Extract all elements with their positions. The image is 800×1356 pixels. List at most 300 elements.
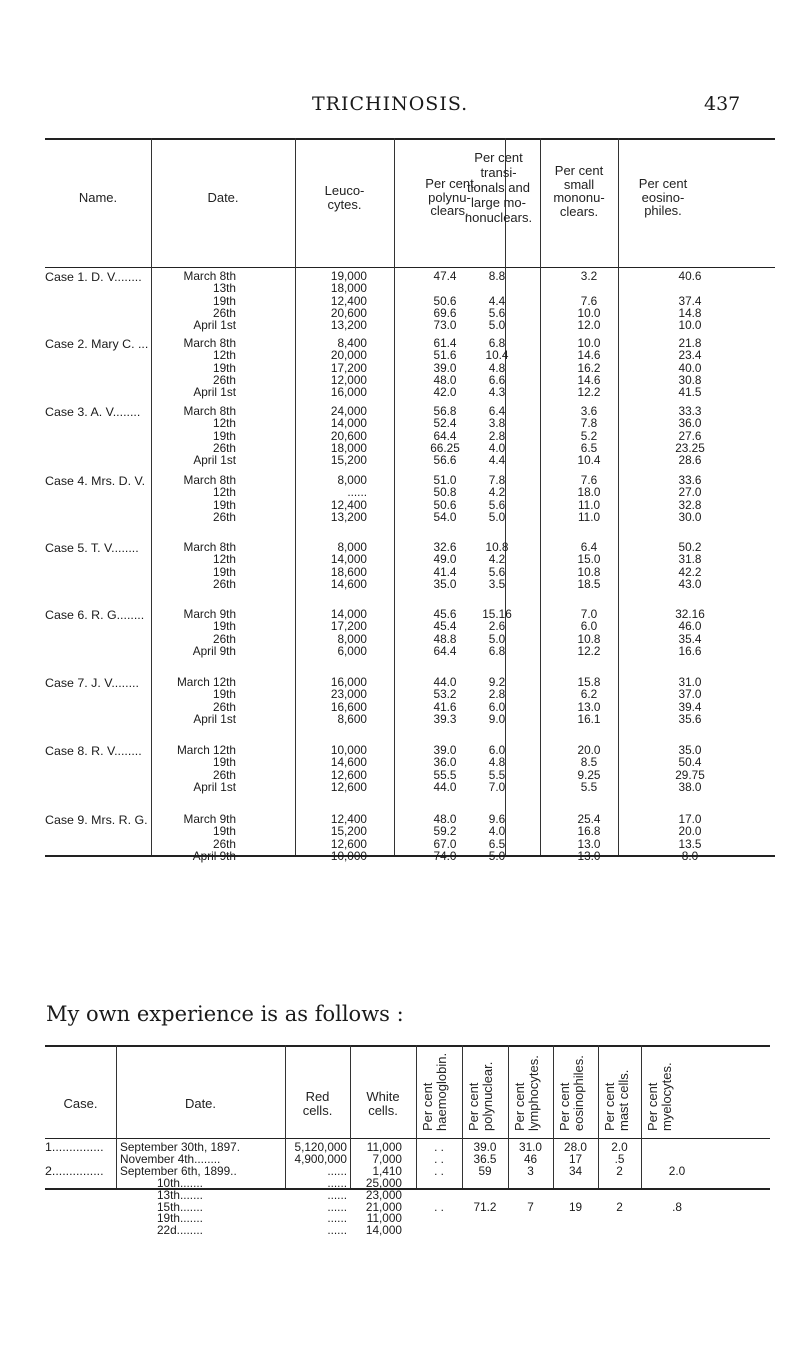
eosinophiles-cell: 33.6 bbox=[678, 473, 702, 487]
eosinophiles-cell: 50.4 bbox=[678, 755, 702, 770]
date-cell: 26th bbox=[213, 440, 236, 455]
header-small-mononuclears-line: Per cent bbox=[554, 163, 604, 178]
date-cell: 12th bbox=[213, 416, 236, 431]
table-row bbox=[45, 676, 775, 689]
date-cell: 22d........ bbox=[157, 1223, 203, 1238]
lymphocytes-cell: 31.0 bbox=[519, 1140, 542, 1154]
leucocytes-cell: 10,000 bbox=[330, 743, 367, 757]
eosinophiles-cell: 40.0 bbox=[678, 360, 702, 375]
leucocytes-cell: 12,600 bbox=[330, 779, 367, 794]
case-name: Case 1. D. V........ bbox=[45, 270, 142, 284]
polynuclears-cell: 56.6 bbox=[433, 453, 457, 468]
polynuclears-cell: 64.4 bbox=[433, 428, 457, 443]
header-transitionals-line: large mo- bbox=[471, 195, 526, 210]
table-row bbox=[45, 374, 775, 387]
header-haemoglobin-line: haemoglobin. bbox=[433, 1052, 449, 1131]
header-haemoglobin bbox=[421, 1053, 448, 1131]
running-head bbox=[0, 93, 800, 117]
eosinophiles-cell: 41.5 bbox=[678, 385, 702, 400]
transitionals-cell: 6.6 bbox=[488, 372, 506, 387]
leucocytes-cell: 14,600 bbox=[330, 755, 367, 770]
red-cells-cell: ...... bbox=[327, 1175, 347, 1190]
date-cell: 26th bbox=[213, 836, 236, 851]
date-cell: 19th bbox=[213, 755, 236, 770]
table-row bbox=[45, 319, 775, 332]
date-cell: 26th bbox=[213, 699, 236, 714]
table-row bbox=[45, 417, 775, 430]
header-red-cells bbox=[285, 1090, 350, 1117]
transitionals-cell: 4.4 bbox=[488, 293, 506, 308]
eosinophiles-cell: 35.6 bbox=[678, 711, 702, 726]
header-small-mononuclears bbox=[540, 164, 618, 218]
date-cell: 26th bbox=[213, 509, 236, 524]
small-mononuclears-cell: 7.6 bbox=[580, 473, 598, 487]
header-lymphocytes-line: lymphocytes. bbox=[525, 1055, 541, 1131]
leucocytes-cell: 8,000 bbox=[337, 631, 367, 646]
transitionals-cell: 4.2 bbox=[488, 485, 506, 500]
header-myelocytes bbox=[646, 1062, 673, 1131]
mast-cells-cell: 2.0 bbox=[611, 1140, 628, 1154]
leucocytes-cell: 14,600 bbox=[330, 576, 367, 591]
case-name: Case 3. A. V........ bbox=[45, 405, 141, 419]
transitionals-cell: 2.8 bbox=[488, 687, 506, 702]
header-mast-cells-line: Per cent bbox=[602, 1082, 617, 1131]
polynuclears-cell: 48.8 bbox=[433, 631, 457, 646]
eosinophiles-cell: 32.16 bbox=[675, 607, 705, 621]
small-mononuclears-cell: 15.0 bbox=[577, 552, 601, 567]
red-cells-cell: ...... bbox=[327, 1163, 347, 1178]
date-cell: March 8th bbox=[183, 336, 236, 350]
leucocytes-cell: 6,000 bbox=[337, 643, 367, 658]
transitionals-cell: 2.6 bbox=[488, 619, 506, 634]
leucocytes-cell: 8,400 bbox=[337, 336, 367, 350]
small-mononuclears-cell: 13.0 bbox=[577, 699, 601, 714]
polynuclears-cell: 47.4 bbox=[433, 269, 457, 283]
eosinophiles-cell: 19 bbox=[568, 1199, 583, 1214]
header-date-line: Date. bbox=[184, 1096, 217, 1111]
table-row bbox=[45, 688, 775, 701]
transitionals-cell: 6.0 bbox=[488, 699, 506, 714]
mast-cells-cell: 2 bbox=[616, 1199, 623, 1214]
table-row bbox=[45, 499, 775, 512]
eosinophiles-cell: 20.0 bbox=[678, 824, 702, 839]
date-cell: 26th bbox=[213, 767, 236, 782]
transitionals-cell: 3.8 bbox=[488, 416, 506, 431]
red-cells-cell: ...... bbox=[327, 1211, 347, 1226]
header-red-cells-line: cells. bbox=[302, 1102, 333, 1118]
table-row bbox=[45, 282, 775, 295]
transitionals-cell: 6.4 bbox=[488, 404, 506, 418]
header-haemoglobin-line: Per cent bbox=[420, 1082, 435, 1131]
eosinophiles-cell: 21.8 bbox=[678, 336, 702, 350]
small-mononuclears-cell: 12.2 bbox=[577, 643, 601, 658]
leucocytes-cell: 10,000 bbox=[330, 848, 367, 863]
leucocytes-cell: 18,600 bbox=[330, 564, 367, 579]
date-cell: 13th bbox=[213, 281, 236, 296]
white-cells-cell: 25,000 bbox=[365, 1175, 402, 1190]
red-cells-cell: 5,120,000 bbox=[294, 1140, 347, 1154]
polynuclears-cell: 51.0 bbox=[433, 473, 457, 487]
header-name-line: Name. bbox=[78, 190, 118, 205]
transitionals-cell: 4.8 bbox=[488, 755, 506, 770]
myelocytes-cell: .8 bbox=[672, 1199, 682, 1214]
header-eosinophiles-line: Per cent bbox=[557, 1082, 572, 1131]
eosinophiles-cell: 27.6 bbox=[678, 428, 702, 443]
table-row bbox=[45, 270, 775, 283]
polynuclears-cell: 64.4 bbox=[433, 643, 457, 658]
date-cell: March 8th bbox=[183, 269, 236, 283]
blood-count-table-own-cases bbox=[45, 1045, 770, 1238]
leucocytes-cell: 8,000 bbox=[337, 473, 367, 487]
transitionals-cell: 9.0 bbox=[488, 711, 506, 726]
leucocytes-cell: 12,400 bbox=[330, 812, 367, 826]
small-mononuclears-cell: 14.6 bbox=[577, 372, 601, 387]
eosinophiles-cell: 43.0 bbox=[678, 576, 702, 591]
leucocytes-cell: 24,000 bbox=[330, 404, 367, 418]
table-row bbox=[45, 813, 775, 826]
table-top-rule bbox=[45, 138, 775, 140]
header-small-mononuclears-line: mononu- bbox=[553, 190, 605, 206]
small-mononuclears-cell: 6.2 bbox=[580, 687, 598, 702]
header-eosinophiles-line: eosinophiles. bbox=[570, 1055, 586, 1131]
transitionals-cell: 4.3 bbox=[488, 385, 506, 400]
small-mononuclears-cell: 7.6 bbox=[580, 293, 598, 308]
transitionals-cell: 5.5 bbox=[488, 767, 506, 782]
date-cell: 19th bbox=[213, 428, 236, 443]
small-mononuclears-cell: 11.0 bbox=[577, 509, 601, 524]
header-polynuclear-line: Per cent bbox=[466, 1082, 481, 1131]
date-cell: 12th bbox=[213, 485, 236, 500]
header-transitionals bbox=[456, 150, 541, 225]
date-cell: April 1st bbox=[193, 318, 236, 333]
small-mononuclears-cell: 16.2 bbox=[577, 360, 601, 375]
table-row bbox=[45, 756, 775, 769]
table-row bbox=[45, 578, 775, 591]
header-bottom-rule bbox=[45, 1138, 770, 1139]
table-row bbox=[45, 386, 775, 399]
transitionals-cell: 15.16 bbox=[482, 607, 512, 621]
date-cell: 26th bbox=[213, 631, 236, 646]
polynuclears-cell: 66.25 bbox=[430, 440, 460, 455]
small-mononuclears-cell: 18.0 bbox=[577, 485, 601, 500]
table-row bbox=[45, 701, 775, 714]
eosinophiles-cell: 23.25 bbox=[675, 440, 705, 455]
eosinophiles-cell: 28.0 bbox=[564, 1140, 587, 1154]
date-cell: 19th bbox=[213, 824, 236, 839]
header-leucocytes-line: cytes. bbox=[327, 196, 362, 212]
header-lymphocytes bbox=[513, 1055, 540, 1131]
case-name: Case 5. T. V........ bbox=[45, 541, 139, 555]
polynuclears-cell: 61.4 bbox=[433, 336, 457, 350]
transitionals-cell: 5.0 bbox=[488, 631, 506, 646]
table-row bbox=[45, 295, 775, 308]
leucocytes-cell: ...... bbox=[347, 485, 367, 500]
polynuclears-cell: 52.4 bbox=[433, 416, 457, 431]
header-white-cells-line: cells. bbox=[368, 1102, 398, 1118]
case-name: Case 2. Mary C. ... bbox=[45, 337, 149, 351]
polynuclears-cell: 45.6 bbox=[433, 607, 457, 621]
small-mononuclears-cell: 6.4 bbox=[580, 540, 598, 554]
eosinophiles-cell: 46.0 bbox=[678, 619, 702, 634]
table-row bbox=[45, 337, 775, 350]
case-name: Case 4. Mrs. D. V. bbox=[45, 474, 146, 488]
haemoglobin-cell: . . bbox=[434, 1199, 444, 1214]
eosinophiles-cell: 10.0 bbox=[678, 318, 702, 333]
transitionals-cell: 5.6 bbox=[488, 564, 506, 579]
table-row bbox=[45, 608, 775, 621]
date-cell: 26th bbox=[213, 576, 236, 591]
table-row bbox=[45, 430, 775, 443]
polynuclear-cell: 39.0 bbox=[473, 1140, 497, 1154]
header-myelocytes-line: Per cent bbox=[645, 1082, 660, 1131]
date-cell: April 9th bbox=[192, 643, 236, 658]
date-cell: March 8th bbox=[183, 404, 236, 418]
table-row bbox=[45, 645, 775, 658]
header-eosinophiles-line: philes. bbox=[644, 203, 682, 219]
eosinophiles-cell: 36.0 bbox=[678, 416, 702, 431]
leucocytes-cell: 17,200 bbox=[330, 619, 367, 634]
polynuclears-cell: 67.0 bbox=[433, 836, 457, 851]
transitionals-cell: 5.6 bbox=[488, 305, 506, 320]
table-row bbox=[45, 620, 775, 633]
eosinophiles-cell: 32.8 bbox=[678, 497, 702, 512]
lymphocytes-cell: 46 bbox=[523, 1151, 538, 1166]
date-cell: April 1st bbox=[193, 779, 236, 794]
date-cell: March 12th bbox=[176, 675, 236, 689]
polynuclears-cell: 59.2 bbox=[433, 824, 457, 839]
polynuclears-cell: 45.4 bbox=[433, 619, 457, 634]
polynuclears-cell: 35.0 bbox=[433, 576, 457, 591]
header-eosinophiles-line: Per cent bbox=[638, 176, 688, 191]
small-mononuclears-cell: 13.0 bbox=[577, 848, 601, 863]
leucocytes-cell: 18,000 bbox=[330, 440, 367, 455]
leucocytes-cell: 16,000 bbox=[330, 675, 367, 689]
small-mononuclears-cell: 12.2 bbox=[577, 385, 601, 400]
prose-line: My own experience is as follows : bbox=[46, 1002, 404, 1026]
polynuclears-cell: 50.8 bbox=[433, 485, 457, 500]
white-cells-cell: 11,000 bbox=[366, 1211, 402, 1226]
small-mononuclears-cell: 8.5 bbox=[580, 755, 598, 770]
small-mononuclears-cell: 20.0 bbox=[577, 743, 601, 757]
table-row bbox=[45, 633, 775, 646]
header-eosinophiles-line: eosino- bbox=[641, 189, 685, 205]
small-mononuclears-cell: 10.8 bbox=[577, 631, 601, 646]
table-row bbox=[45, 307, 775, 320]
leucocytes-cell: 12,400 bbox=[330, 497, 367, 512]
small-mononuclears-cell: 7.0 bbox=[580, 607, 598, 621]
transitionals-cell: 10.8 bbox=[485, 540, 509, 554]
date-cell: March 8th bbox=[183, 540, 236, 554]
polynuclears-cell: 44.0 bbox=[433, 675, 457, 689]
header-leucocytes bbox=[295, 184, 394, 211]
eosinophiles-cell: 16.6 bbox=[678, 643, 702, 658]
date-cell: 13th....... bbox=[157, 1187, 203, 1202]
transitionals-cell: 5.0 bbox=[488, 318, 506, 333]
leucocytes-cell: 16,600 bbox=[330, 699, 367, 714]
table-row bbox=[45, 713, 775, 726]
header-polynuclear bbox=[467, 1062, 494, 1131]
eosinophiles-cell: 29.75 bbox=[675, 767, 705, 782]
date-cell: March 9th bbox=[183, 607, 236, 621]
date-cell: 19th bbox=[213, 360, 236, 375]
table-row bbox=[45, 511, 775, 524]
transitionals-cell: 9.6 bbox=[488, 812, 506, 826]
polynuclears-cell: 48.0 bbox=[433, 812, 457, 826]
polynuclears-cell: 49.0 bbox=[433, 552, 457, 567]
transitionals-cell: 2.8 bbox=[488, 428, 506, 443]
leucocytes-cell: 12,600 bbox=[330, 836, 367, 851]
table-row bbox=[45, 541, 775, 554]
date-cell: September 6th, 1899.. bbox=[120, 1163, 237, 1178]
leucocytes-cell: 19,000 bbox=[330, 269, 367, 283]
date-cell: April 1st bbox=[193, 711, 236, 726]
date-cell: March 9th bbox=[183, 812, 236, 826]
eosinophiles-cell: 34 bbox=[568, 1163, 583, 1178]
header-small-mononuclears-line: clears. bbox=[559, 203, 599, 219]
date-cell: 26th bbox=[213, 372, 236, 387]
date-cell: April 1st bbox=[193, 453, 236, 468]
leucocytes-cell: 14,000 bbox=[330, 416, 367, 431]
transitionals-cell: 5.0 bbox=[488, 848, 506, 863]
eosinophiles-cell: 40.6 bbox=[678, 269, 702, 283]
red-cells-cell: ...... bbox=[327, 1187, 347, 1202]
red-cells-cell: ...... bbox=[327, 1199, 347, 1214]
eosinophiles-cell: 37.4 bbox=[678, 293, 702, 308]
table-row bbox=[45, 769, 775, 782]
leucocytes-cell: 20,000 bbox=[330, 348, 367, 363]
date-cell: March 12th bbox=[176, 743, 236, 757]
polynuclear-cell: 71.2 bbox=[473, 1199, 497, 1214]
eosinophiles-cell: 38.0 bbox=[678, 779, 702, 794]
polynuclears-cell: 41.4 bbox=[433, 564, 457, 579]
running-title: TRICHINOSIS. bbox=[312, 93, 469, 115]
transitionals-cell: 4.0 bbox=[488, 824, 506, 839]
table-row bbox=[45, 838, 775, 851]
header-polynuclears-line: clears. bbox=[430, 203, 469, 219]
small-mononuclears-cell: 25.4 bbox=[577, 812, 601, 826]
polynuclears-cell: 50.6 bbox=[433, 293, 457, 308]
table-row bbox=[45, 825, 775, 838]
header-transitionals-line: tionals and bbox=[467, 180, 530, 195]
small-mononuclears-cell: 10.0 bbox=[577, 305, 601, 320]
eosinophiles-cell: 31.0 bbox=[678, 675, 702, 689]
mast-cells-cell: .5 bbox=[614, 1151, 625, 1166]
polynuclears-cell: 73.0 bbox=[433, 318, 457, 333]
case-name: Case 8. R. V........ bbox=[45, 744, 142, 758]
leucocytes-cell: 15,200 bbox=[330, 453, 367, 468]
polynuclears-cell: 42.0 bbox=[433, 385, 457, 400]
header-mast-cells-line: mast cells. bbox=[615, 1069, 631, 1131]
eosinophiles-cell: 17 bbox=[568, 1151, 583, 1166]
haemoglobin-cell: . . bbox=[434, 1163, 444, 1178]
eosinophiles-cell: 8.0 bbox=[681, 848, 699, 863]
leucocytes-cell: 20,600 bbox=[330, 428, 367, 443]
polynuclears-cell: 56.8 bbox=[433, 404, 457, 418]
leucocytes-cell: 14,000 bbox=[330, 552, 367, 567]
eosinophiles-cell: 35.4 bbox=[678, 631, 702, 646]
eosinophiles-cell: 17.0 bbox=[678, 812, 702, 826]
red-cells-cell: 4,900,000 bbox=[294, 1151, 347, 1166]
case-name: Case 9. Mrs. R. G. bbox=[45, 813, 148, 827]
header-transitionals-line: Per cent bbox=[474, 150, 523, 165]
header-polynuclears-line: Per cent bbox=[425, 176, 474, 191]
eosinophiles-cell: 31.8 bbox=[678, 552, 702, 567]
table-row bbox=[45, 850, 775, 863]
polynuclears-cell: 32.6 bbox=[433, 540, 457, 554]
date-cell: April 1st bbox=[193, 385, 236, 400]
transitionals-cell: 4.4 bbox=[488, 453, 506, 468]
leucocytes-cell: 13,200 bbox=[330, 509, 367, 524]
date-cell: 12th bbox=[213, 552, 236, 567]
date-cell: 15th....... bbox=[157, 1199, 203, 1214]
small-mononuclears-cell: 14.6 bbox=[577, 348, 601, 363]
eosinophiles-cell: 13.5 bbox=[678, 836, 702, 851]
header-mast-cells bbox=[603, 1070, 630, 1131]
eosinophiles-cell: 27.0 bbox=[678, 485, 702, 500]
header-date-line: Date. bbox=[207, 190, 239, 205]
leucocytes-cell: 8,000 bbox=[337, 540, 367, 554]
small-mononuclears-cell: 6.5 bbox=[580, 440, 598, 455]
case-cell: 1............... bbox=[45, 1140, 104, 1154]
transitionals-cell: 5.6 bbox=[488, 497, 506, 512]
polynuclears-cell: 39.0 bbox=[433, 743, 457, 757]
table-row bbox=[45, 566, 775, 579]
eosinophiles-cell: 33.3 bbox=[678, 404, 702, 418]
red-cells-cell: ...... bbox=[327, 1223, 347, 1238]
leucocytes-cell: 16,000 bbox=[330, 385, 367, 400]
date-cell: April 9th bbox=[192, 848, 236, 863]
polynuclears-cell: 54.0 bbox=[433, 509, 457, 524]
date-cell: 19th bbox=[213, 497, 236, 512]
polynuclears-cell: 51.6 bbox=[433, 348, 457, 363]
header-bottom-rule bbox=[45, 267, 775, 268]
header-name bbox=[45, 191, 151, 205]
small-mononuclears-cell: 3.6 bbox=[580, 404, 598, 418]
transitionals-cell: 9.2 bbox=[488, 675, 506, 689]
date-cell: March 8th bbox=[183, 473, 236, 487]
header-white-cells bbox=[350, 1090, 416, 1117]
table-row bbox=[45, 744, 775, 757]
small-mononuclears-cell: 13.0 bbox=[577, 836, 601, 851]
white-cells-cell: 11,000 bbox=[366, 1140, 402, 1154]
small-mononuclears-cell: 16.8 bbox=[577, 824, 601, 839]
page-number: 437 bbox=[704, 93, 741, 115]
small-mononuclears-cell: 10.4 bbox=[577, 453, 601, 468]
date-cell: 19th bbox=[213, 564, 236, 579]
polynuclears-cell: 69.6 bbox=[433, 305, 457, 320]
transitionals-cell: 7.8 bbox=[488, 473, 506, 487]
leucocytes-cell: 18,000 bbox=[330, 281, 367, 296]
myelocytes-cell: 2.0 bbox=[668, 1163, 686, 1178]
white-cells-cell: 23,000 bbox=[365, 1187, 402, 1202]
eosinophiles-cell: 28.6 bbox=[678, 453, 702, 468]
small-mononuclears-cell: 12.0 bbox=[577, 318, 601, 333]
eosinophiles-cell: 42.2 bbox=[678, 564, 702, 579]
lymphocytes-cell: 3 bbox=[527, 1163, 534, 1178]
header-small-mononuclears-line: small bbox=[563, 176, 595, 192]
date-cell: 26th bbox=[213, 305, 236, 320]
polynuclears-cell: 55.5 bbox=[433, 767, 457, 782]
header-lymphocytes-line: Per cent bbox=[512, 1082, 527, 1131]
leukocyte-table-cases bbox=[45, 138, 775, 863]
small-mononuclears-cell: 9.25 bbox=[577, 767, 601, 782]
eosinophiles-cell: 14.8 bbox=[678, 305, 702, 320]
table-row bbox=[45, 442, 775, 455]
table-row bbox=[45, 1224, 770, 1237]
date-cell: 19th bbox=[213, 293, 236, 308]
polynuclears-cell: 39.3 bbox=[433, 711, 457, 726]
date-cell: 19th bbox=[213, 687, 236, 702]
